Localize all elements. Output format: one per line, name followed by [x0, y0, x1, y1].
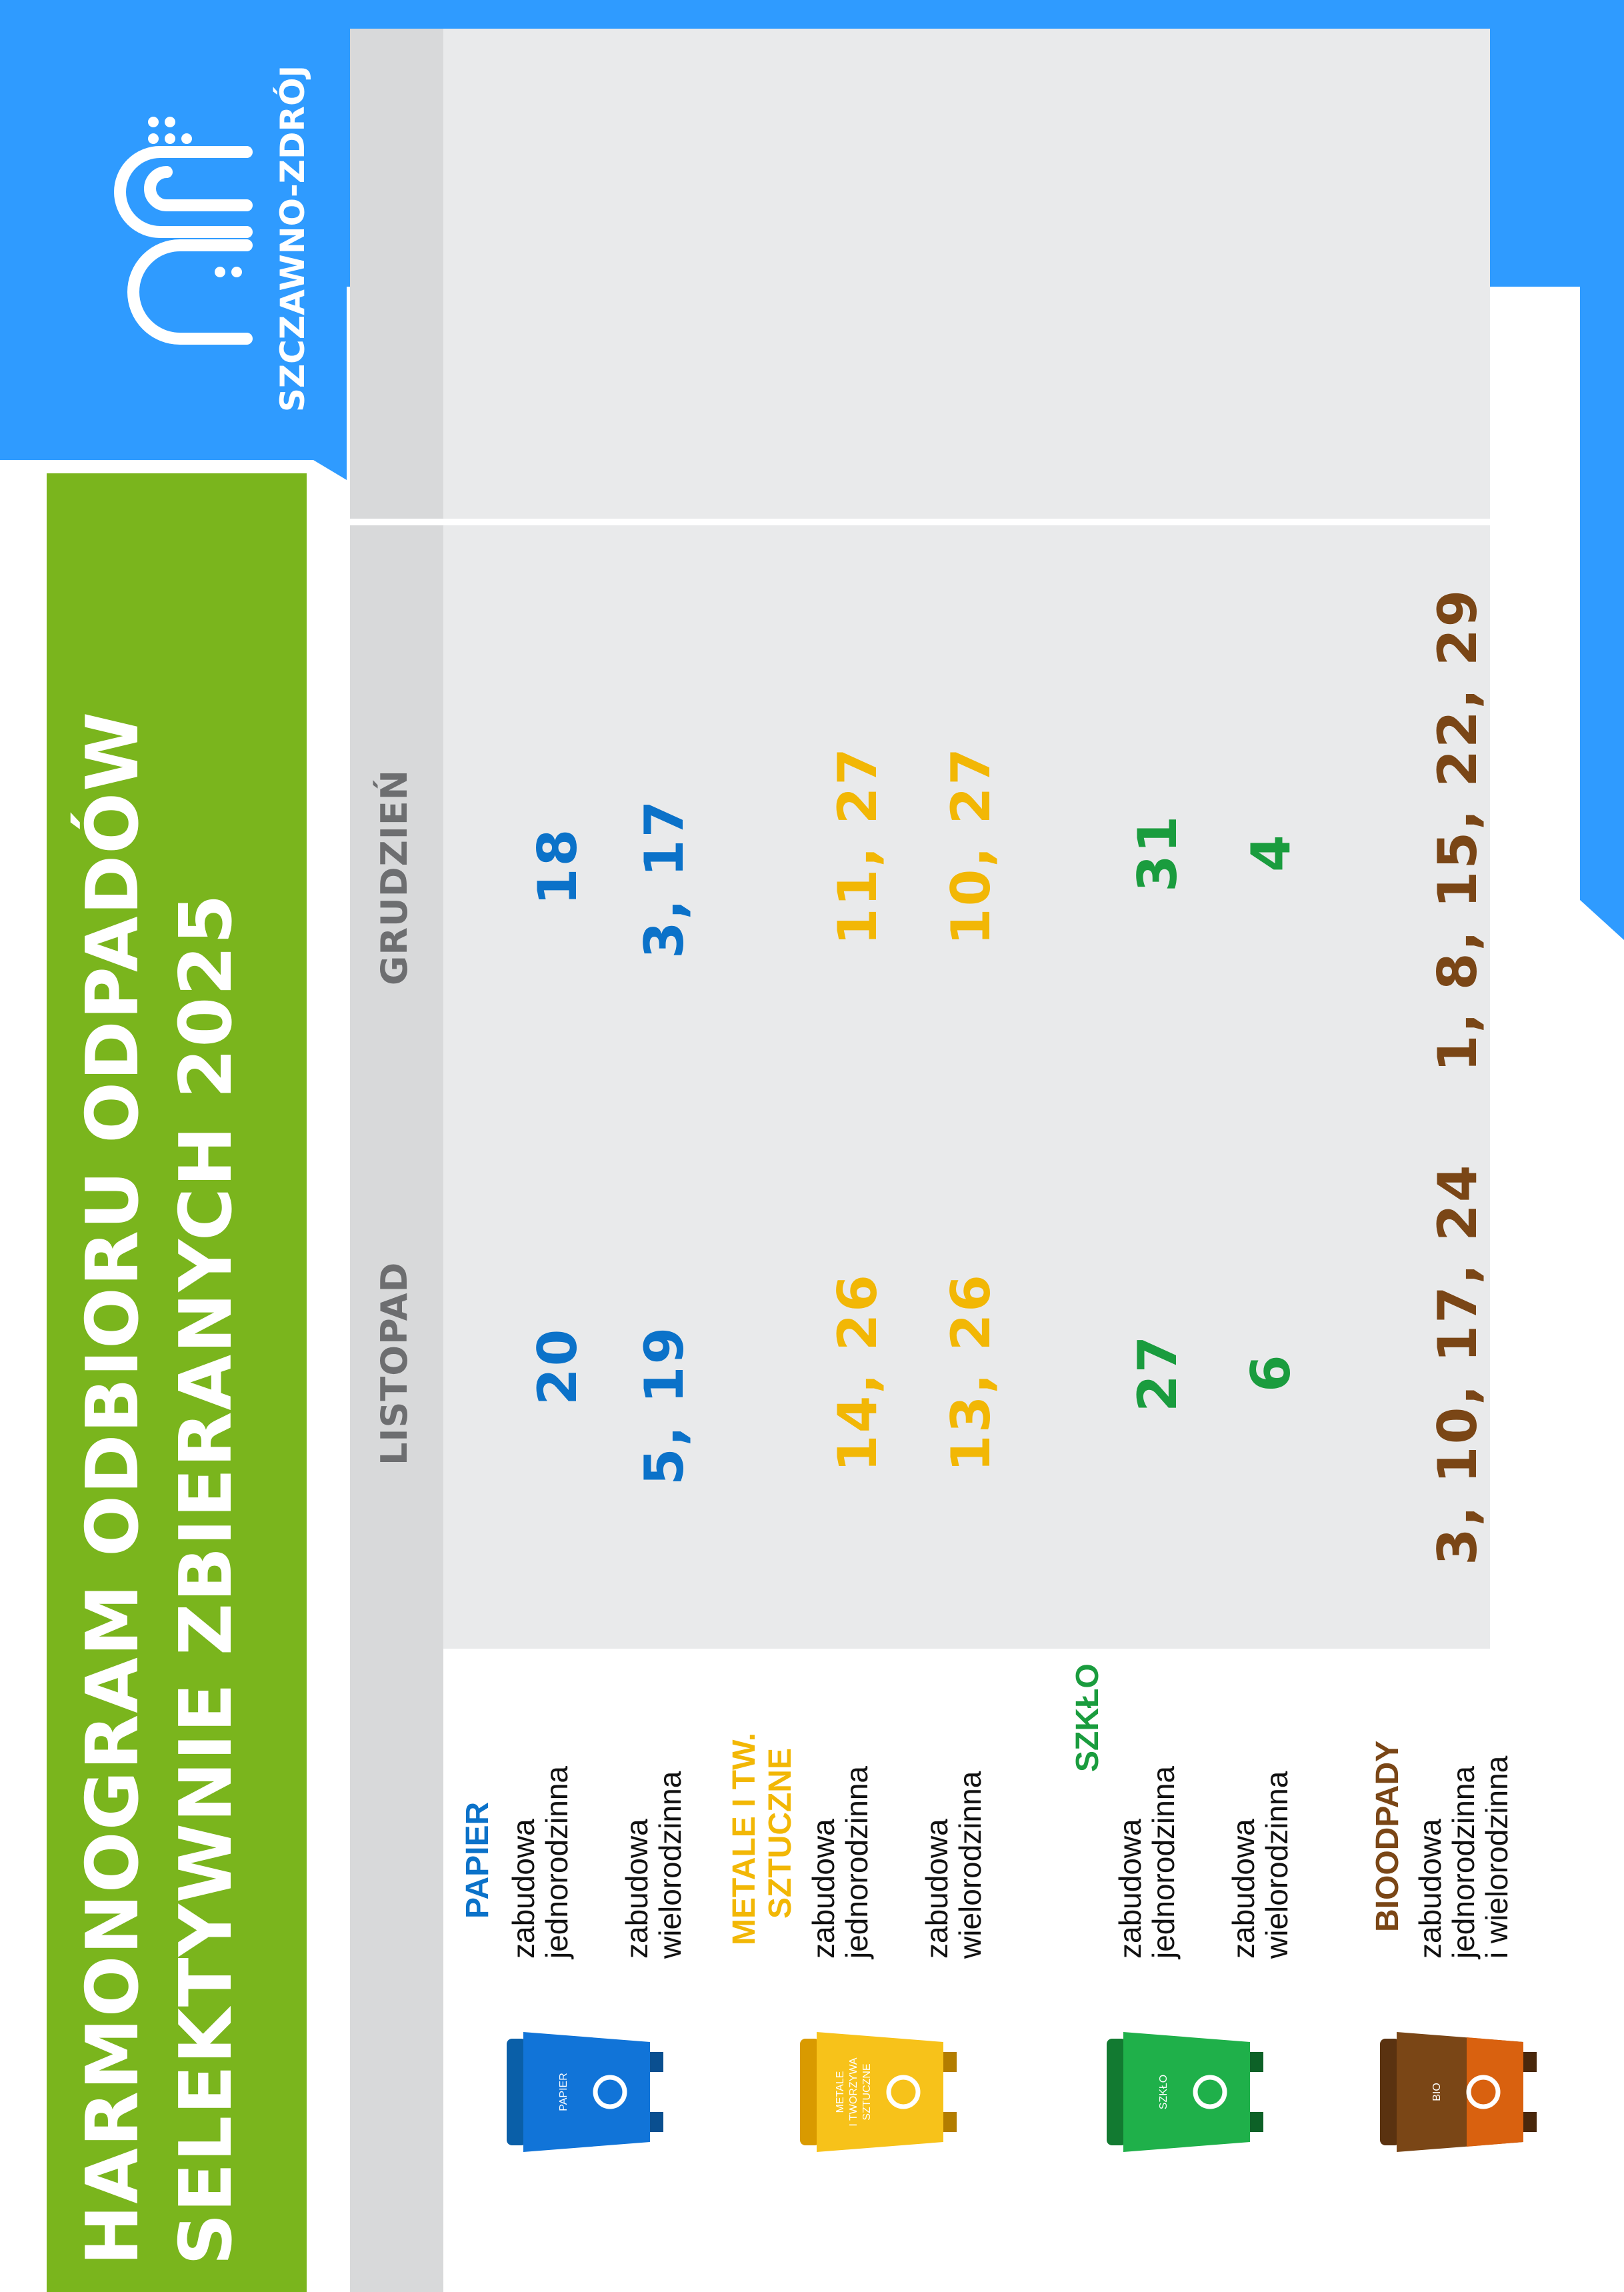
bio-row1-dec: 1, 8, 15, 22, 29 [1427, 587, 1489, 1072]
paper-row1-label-line2: jednorodzinna [539, 1765, 574, 1959]
metal-row2-label-line1: zabudowa [919, 1819, 954, 1959]
glass-row2-label-line1: zabudowa [1226, 1819, 1261, 1959]
metal-bin-label-2: I TWORZYWA [848, 2057, 859, 2127]
paper-row2-dec: 3, 17 [633, 798, 695, 959]
paper-bin-label: PAPIER [558, 2073, 569, 2111]
logo-arches-icon [80, 52, 273, 425]
category-metal-plastic [727, 1733, 799, 1945]
metal-row1-label-line1: zabudowa [806, 1819, 841, 1959]
metal-row1-nov: 14, 26 [827, 1273, 889, 1472]
glass-row1-label [1113, 1766, 1180, 1959]
glass-row1-dec: 31 [1127, 813, 1189, 892]
metal-row1-dec: 11, 27 [827, 746, 889, 945]
bio-bin-icon [1367, 2019, 1540, 2165]
glass-row1-label-line1: zabudowa [1113, 1819, 1147, 1959]
glass-row2-nov: 6 [1240, 1353, 1302, 1392]
paper-row2-label-line2: wielorodzinna [653, 1771, 687, 1959]
glass-bin-label: SZKŁO [1158, 2074, 1169, 2110]
category-bio: BIOODPADY [1370, 1740, 1405, 1932]
glass-row1-nov: 27 [1127, 1333, 1189, 1412]
paper-row1-label-line1: zabudowa [506, 1819, 541, 1959]
paper-row1-dec: 18 [527, 827, 589, 905]
column-bg-december [350, 29, 1490, 519]
bio-row1-label-line3: i wielorodzinna [1479, 1755, 1514, 1959]
paper-row2-nov: 5, 19 [633, 1325, 695, 1485]
column-header-november: LISTOPAD [373, 1261, 415, 1465]
bio-row1-label-line2: jednorodzinna [1446, 1765, 1481, 1959]
metal-row2-label [920, 1771, 987, 1959]
metal-row2-label-line2: wielorodzinna [953, 1771, 987, 1959]
metal-row2-nov: 13, 26 [940, 1273, 1002, 1472]
metal-row2-dec: 10, 27 [940, 746, 1002, 945]
glass-row2-dec: 4 [1240, 833, 1302, 872]
category-glass: SZKŁO [1070, 1663, 1105, 1772]
glass-row1-label-line2: jednorodzinna [1146, 1765, 1181, 1959]
column-bg-november [350, 525, 1490, 1649]
title-line-2: SELEKTYWNIE ZBIERANYCH 2025 [165, 893, 248, 2265]
metal-plastic-bin-icon [787, 2019, 960, 2165]
category-paper: PAPIER [460, 1801, 495, 1919]
category-metal-plastic-line2: SZTUCZNE [763, 1748, 798, 1919]
column-header-december: GRUDZIEŃ [373, 769, 415, 985]
paper-row1-label [507, 1766, 573, 1959]
metal-row1-label [807, 1766, 873, 1959]
paper-row2-label-line1: zabudowa [619, 1819, 654, 1959]
glass-row2-label-line2: wielorodzinna [1259, 1771, 1294, 1959]
metal-bin-label-1: METALE [835, 2071, 846, 2113]
paper-row1-nov: 20 [527, 1327, 589, 1405]
page-title [67, 465, 253, 2265]
metal-bin-label-3: SZTUCZNE [861, 2063, 873, 2121]
glass-bin-icon [1093, 2019, 1267, 2165]
paper-bin-icon [493, 2019, 667, 2165]
logo-name: SZCZAWNO-ZDRÓJ [273, 65, 312, 413]
bio-bin-label: BIO [1431, 2083, 1443, 2101]
header-strip-november [350, 525, 443, 1649]
header-strip-label-column [350, 1649, 443, 2292]
bio-row1-label-line1: zabudowa [1413, 1819, 1447, 1959]
bio-row1-label [1413, 1756, 1513, 1959]
paper-row2-label [620, 1771, 687, 1959]
header-strip-december [350, 29, 443, 519]
metal-row1-label-line2: jednorodzinna [839, 1765, 874, 1959]
title-line-1: HARMONOGRAM ODBIORU ODPADÓW [71, 710, 155, 2265]
glass-row2-label [1227, 1771, 1293, 1959]
bio-row1-nov: 3, 10, 17, 24 [1427, 1163, 1489, 1565]
category-metal-plastic-line1: METALE I TW. [727, 1732, 762, 1945]
